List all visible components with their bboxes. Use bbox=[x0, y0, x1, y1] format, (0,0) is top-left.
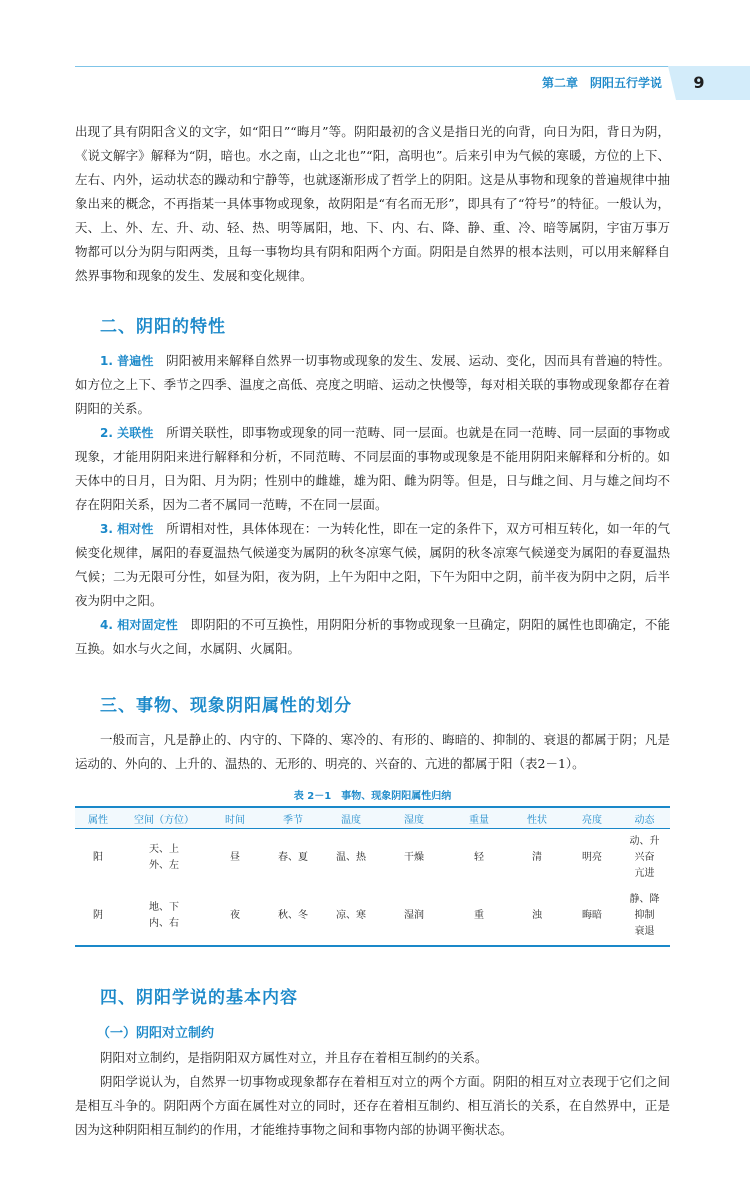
table-cell: 秋、冬 bbox=[263, 887, 323, 946]
table-cell: 动、升 兴奋 亢进 bbox=[629, 836, 660, 879]
characteristic-item bbox=[75, 421, 670, 517]
intro-block bbox=[75, 120, 670, 288]
table-header-cell: 时间 bbox=[207, 807, 263, 829]
header-rule bbox=[75, 66, 670, 67]
table-cell: 晦暗 bbox=[565, 887, 619, 946]
table-header-cell: 季节 bbox=[263, 807, 323, 829]
characteristic-text: 即阴阳的不可互换性，用阴阳分析的事物或现象一旦确定，阴阳的属性也即确定，不能互换。如水与火之间，水属阴、火属阳。 bbox=[75, 617, 670, 656]
table-header-cell: 属性 bbox=[75, 807, 121, 829]
characteristic-item bbox=[75, 517, 670, 613]
table-header-cell: 亮度 bbox=[565, 807, 619, 829]
table-header-cell: 动态 bbox=[619, 807, 670, 829]
yin-yang-attribute-table bbox=[75, 806, 670, 947]
section-heading-basic-content: 四、阴阳学说的基本内容 bbox=[100, 988, 298, 1008]
classification-block bbox=[75, 728, 670, 776]
table-cell: 重 bbox=[449, 887, 509, 946]
table-caption: 表 2－1 事物、现象阴阳属性归纳 bbox=[293, 791, 452, 802]
table-header-cell: 空间（方位） bbox=[121, 807, 207, 829]
table-cell: 夜 bbox=[207, 887, 263, 946]
characteristic-item bbox=[75, 613, 670, 661]
table-header-cell: 重量 bbox=[449, 807, 509, 829]
table-header-cell: 性状 bbox=[509, 807, 565, 829]
opposition-paragraph: 阴阳对立制约，是指阴阳双方属性对立，并且存在着相互制约的关系。 bbox=[100, 1050, 488, 1065]
table-cell: 地、下 内、右 bbox=[121, 887, 207, 946]
table-cell: 昼 bbox=[230, 852, 240, 863]
characteristic-label: 2. 关联性 bbox=[100, 426, 154, 440]
table-cell: 明亮 bbox=[582, 852, 602, 863]
table-cell: 阳 bbox=[93, 852, 103, 863]
opposition-paragraph: 阴阳学说认为，自然界一切事物或现象都存在着相互对立的两个方面。阴阳的相互对立表现于它们之间是相互斗争的。阴阳两个方面在属性对立的同时，还存在着相互制约、相互消长的关系，在自然界中，正是因为这种阴阳相互制约的作用，才能维持事物之间和事物内部的协调平衡状态。 bbox=[75, 1074, 670, 1137]
table-cell: 湿润 bbox=[379, 887, 449, 946]
table-cell: 阴 bbox=[75, 887, 121, 946]
table-cell: 静、降 抑制 衰退 bbox=[619, 887, 670, 946]
table-cell: 凉、寒 bbox=[323, 887, 379, 946]
characteristics-list bbox=[75, 349, 670, 661]
characteristic-text: 阴阳被用来解释自然界一切事物或现象的发生、发展、运动、变化，因而具有普遍的特性。如方位之上下、季节之四季、温度之高低、亮度之明暗、运动之快慢等，每对相关联的事物或现象都存在着阴阳的关系。 bbox=[75, 353, 670, 416]
table-cell: 温、热 bbox=[336, 852, 366, 863]
table-row bbox=[75, 887, 670, 946]
opposition-block bbox=[75, 1046, 670, 1142]
table-cell: 清 bbox=[532, 852, 542, 863]
characteristic-label: 1. 普遍性 bbox=[100, 354, 154, 368]
classification-paragraph: 一般而言，凡是静止的、内守的、下降的、寒冷的、有形的、晦暗的、抑制的、衰退的都属于阴；凡是运动的、外向的、上升的、温热的、无形的、明亮的、兴奋的、亢进的都属于阳（表2－1）。 bbox=[75, 732, 670, 771]
characteristic-label: 4. 相对固定性 bbox=[100, 618, 178, 632]
table-header-row bbox=[75, 807, 670, 829]
subheading-opposition: （一）阴阳对立制约 bbox=[97, 1026, 215, 1041]
page-tab-notch bbox=[668, 66, 676, 100]
table-cell: 干燥 bbox=[404, 852, 424, 863]
table-cell: 天、上 外、左 bbox=[149, 844, 179, 871]
characteristic-text: 所谓关联性，即事物或现象的同一范畴、同一层面。也就是在同一范畴、同一层面的事物或现象，才能用阴阳来进行解释和分析，不同范畴、不同层面的事物或现象是不能用阴阳来解释和分析的。如天体中的日月，日为阳、月为阴；性别中的雌雄，雄为阳、雌为阴等。但是，日与雌之间、月与雄之间均不存在阴阳关系，因为二者不属同一范畴，不在同一层面。 bbox=[75, 425, 670, 512]
table-row bbox=[75, 829, 670, 888]
section-heading-characteristics: 二、阴阳的特性 bbox=[100, 317, 226, 337]
characteristic-item bbox=[75, 349, 670, 421]
page-number: 9 bbox=[693, 73, 705, 92]
table-header-cell: 湿度 bbox=[379, 807, 449, 829]
characteristic-text: 所谓相对性，具体体现在：一为转化性，即在一定的条件下，双方可相互转化，如一年的气候变化规律，属阳的春夏温热气候递变为属阴的秋冬凉寒气候，属阴的秋冬凉寒气候递变为属阳的春夏温热气候；二为无限可分性，如昼为阳，夜为阴，上午为阳中之阳，下午为阳中之阴，前半夜为阴中之阴，后半夜为阴中之阳。 bbox=[75, 521, 670, 608]
table-cell: 春、夏 bbox=[278, 852, 308, 863]
characteristic-label: 3. 相对性 bbox=[100, 522, 154, 536]
section-heading-classification: 三、事物、现象阴阳属性的划分 bbox=[100, 696, 352, 716]
table-cell: 浊 bbox=[509, 887, 565, 946]
table-header-cell: 温度 bbox=[323, 807, 379, 829]
chapter-title: 第二章 阴阳五行学说 bbox=[541, 76, 662, 90]
intro-paragraph: 出现了具有阴阳含义的文字，如“阳日”“晦月”等。阴阳最初的含义是指日光的向背，向日为阳，背日为阴，《说文解字》解释为“阴，暗也。水之南，山之北也”“阳，高明也”。后来引申为气候的寒暖，方位的上下、左右、内外，运动状态的躁动和宁静等，也就逐渐形成了哲学上的阴阳。这是从事物和现象的普遍规律中抽象出来的概念，不再指某一具体事物或现象，故阴阳是“有名而无形”，即具有了“符号”的特征。一般认为，天、上、外、左、升、动、轻、热、明等属阳，地、下、内、右、降、静、重、冷、暗等属阴，宇宙万事万物都可以分为阴与阳两类，且每一事物均具有阴和阳两个方面。阴阳是自然界的根本法则，可以用来解释自然界事物和现象的发生、发展和变化规律。 bbox=[75, 124, 670, 283]
table-cell: 轻 bbox=[474, 852, 484, 863]
